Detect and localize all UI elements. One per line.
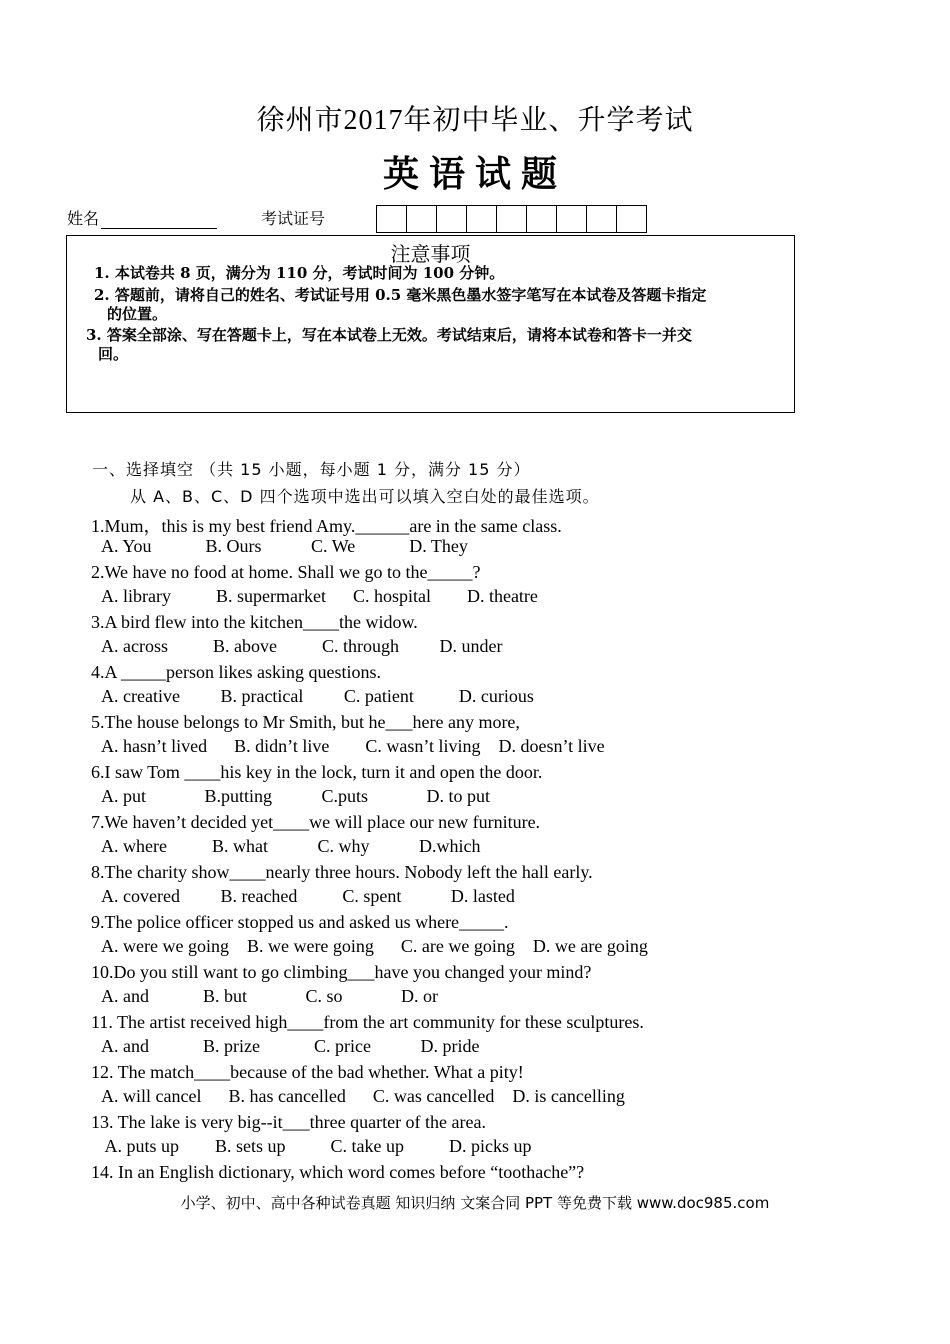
question-stem: 10.Do you still want to go climbing___have you changed your mind? — [91, 962, 592, 982]
question-options: A. covered B. reached C. spent D. lasted — [101, 886, 515, 906]
question-stem: 3.A bird flew into the kitchen____the widow. — [91, 612, 418, 632]
question-options: A. will cancel B. has cancelled C. was cancelled D. is cancelling — [101, 1086, 625, 1106]
id-box — [377, 206, 407, 232]
question-options: A. put B.putting C.puts D. to put — [101, 786, 491, 806]
exam-subtitle: 英语试题 — [382, 154, 567, 194]
question-options: A. and B. but C. so D. or — [101, 986, 438, 1006]
question-options: A. and B. prize C. price D. pride — [101, 1036, 480, 1056]
question-stem: 13. The lake is very big--it___three quarter of the area. — [91, 1112, 487, 1132]
question-stem: 4.A _____person likes asking questions. — [91, 662, 381, 682]
question-options: A. where B. what C. why D.which — [101, 836, 481, 856]
section-instruction: 从 A、B、C、D 四个选项中选出可以填入空白处的最佳选项。 — [130, 487, 600, 506]
id-box — [497, 206, 527, 232]
exam-title: 徐州市2017年初中毕业、升学考试 — [256, 105, 694, 136]
question-stem: 2.We have no food at home. Shall we go to the_____? — [91, 562, 481, 582]
question-stem: 7.We haven’t decided yet____we will place our new furniture. — [91, 812, 541, 832]
notice-title: 注意事项 — [390, 242, 471, 266]
id-box — [467, 206, 497, 232]
exam-id-boxes — [376, 205, 647, 233]
question-options: A. creative B. practical C. patient D. curious — [101, 686, 534, 706]
question-options: A. hasn’t lived B. didn’t live C. wasn’t living D. doesn’t live — [101, 736, 605, 756]
question-stem: 5.The house belongs to Mr Smith, but he___here any more, — [91, 712, 520, 732]
question-options: A. were we going B. we were going C. are we going D. we are going — [101, 936, 648, 956]
question-stem: 1.Mum，this is my best friend Amy.______are in the same class. — [91, 516, 562, 536]
question-stem: 9.The police officer stopped us and asked us where_____. — [91, 912, 509, 932]
id-box — [587, 206, 617, 232]
id-box — [617, 206, 646, 232]
question-options: A. across B. above C. through D. under — [101, 636, 503, 656]
page-footer: 小学、初中、高中各种试卷真题 知识归纳 文案合同 PPT 等免费下载 www.doc985.com — [180, 1194, 770, 1212]
id-box — [407, 206, 437, 232]
notice-item: 回。 — [98, 345, 129, 363]
id-box — [437, 206, 467, 232]
question-stem: 11. The artist received high____from the art community for these sculptures. — [91, 1012, 644, 1032]
question-options: A. puts up B. sets up C. take up D. picks up — [101, 1136, 532, 1156]
question-options: A. You B. Ours C. We D. They — [101, 536, 468, 556]
question-stem: 14. In an English dictionary, which word comes before “toothache”? — [91, 1162, 585, 1182]
id-box — [557, 206, 587, 232]
id-box — [527, 206, 557, 232]
notice-item: 3. 答案全部涂、写在答题卡上，写在本试卷上无效。考试结束后，请将本试卷和答卡一并交 — [86, 326, 692, 344]
question-stem: 6.I saw Tom ____his key in the lock, turn it and open the door. — [91, 762, 543, 782]
question-stem: 12. The match____because of the bad whether. What a pity! — [91, 1062, 524, 1082]
name-field — [67, 206, 217, 229]
name-label: 姓名 — [67, 209, 100, 228]
notice-item: 2. 答题前，请将自己的姓名、考试证号用 0.5 毫米黑色墨水签字笔写在本试卷及答题卡指定 — [94, 286, 707, 304]
name-blank — [101, 212, 217, 229]
exam-id-label: 考试证号 — [261, 209, 326, 228]
notice-box — [66, 235, 795, 413]
question-stem: 8.The charity show____nearly three hours. Nobody left the hall early. — [91, 862, 593, 882]
question-options: A. library B. supermarket C. hospital D. theatre — [101, 586, 538, 606]
notice-item: 的位置。 — [107, 305, 168, 323]
section-heading: 一、选择填空 （共 15 小题，每小题 1 分，满分 15 分） — [92, 460, 531, 479]
notice-item: 1. 本试卷共 8 页，满分为 110 分，考试时间为 100 分钟。 — [94, 264, 505, 282]
